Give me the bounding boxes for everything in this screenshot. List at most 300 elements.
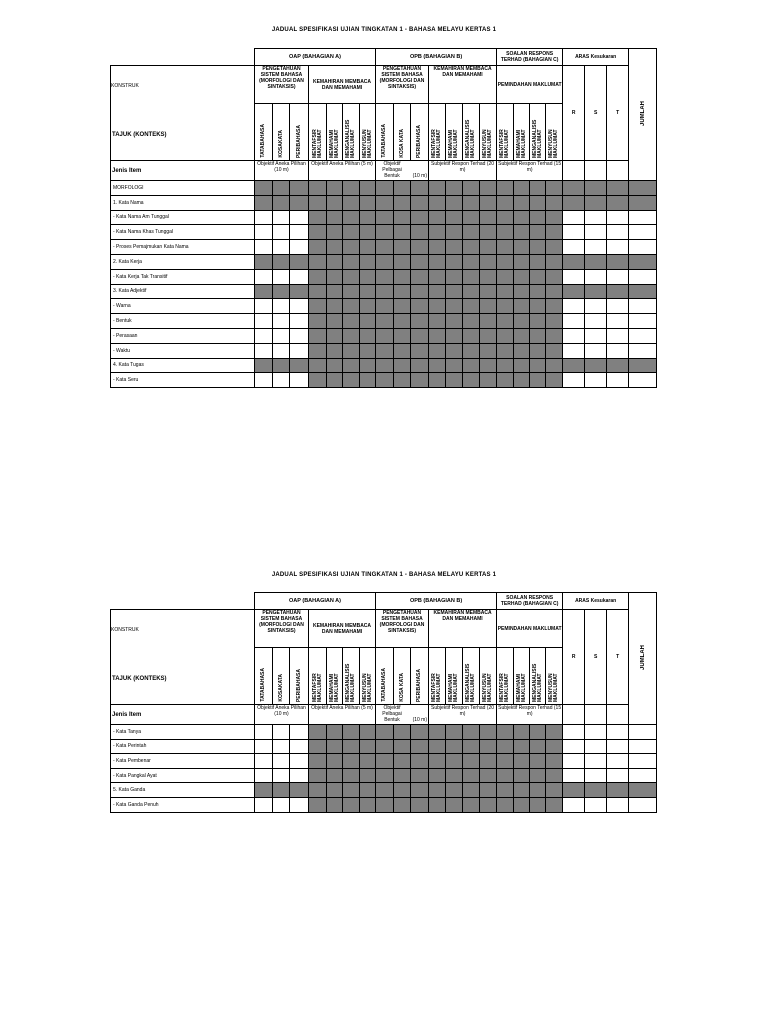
aras-header: ARAS Kesukaran	[563, 49, 629, 66]
opb-header: OPB (BAHAGIAN B)	[376, 49, 497, 66]
grid-cell	[563, 754, 585, 769]
jenis-c2: Subjektif Respon Terhad (15 m)	[497, 705, 563, 725]
table-row	[111, 210, 657, 225]
grid-cell	[273, 269, 290, 284]
grid-cell	[497, 314, 514, 329]
sub-mentafsir-b: MENTAFSIR MAKLUMAT	[429, 648, 446, 705]
grid-cell	[530, 225, 546, 240]
grid-cell	[607, 725, 629, 740]
grid-cell	[273, 739, 290, 754]
grid-cell	[376, 269, 394, 284]
grid-cell	[446, 240, 463, 255]
grid-cell	[480, 284, 497, 299]
grid-cell	[273, 254, 290, 269]
grid-cell	[463, 328, 480, 343]
grid-cell	[255, 725, 273, 740]
grid-cell	[376, 768, 394, 783]
row-label: MORFOLOGI	[111, 181, 255, 196]
grid-cell	[546, 195, 563, 210]
row-label: - Perasaan	[111, 328, 255, 343]
grid-cell	[497, 299, 514, 314]
grid-cell	[343, 739, 360, 754]
grid-cell	[394, 299, 411, 314]
grid-cell	[530, 328, 546, 343]
grid-cell	[563, 328, 585, 343]
grid-cell	[360, 195, 376, 210]
jenis-b1-left: Objektif Pelbagai Bentuk	[382, 161, 402, 179]
grid-cell	[497, 768, 514, 783]
grid-cell	[629, 328, 657, 343]
jenis-b1	[376, 161, 429, 181]
jenis-a1: Objektif Aneka Pilihan (10 m)	[255, 161, 309, 181]
grid-cell	[343, 269, 360, 284]
grid-cell	[411, 210, 429, 225]
grid-cell	[394, 210, 411, 225]
grid-cell	[343, 299, 360, 314]
row-label: 5. Kata Ganda	[111, 783, 255, 798]
sub-menyusun-b: MENYUSUN MAKLUMAT	[480, 104, 497, 161]
grid-cell	[376, 783, 394, 798]
grid-cell	[446, 725, 463, 740]
sub-memahami-b: MEMAHAMI MAKLUMAT	[446, 104, 463, 161]
grid-cell	[376, 225, 394, 240]
sub-memahami-a: MEMAHAMI MAKLUMAT	[327, 648, 343, 705]
grid-cell	[343, 195, 360, 210]
grid-cell	[290, 783, 309, 798]
grid-cell	[563, 269, 585, 284]
jenis-b1	[376, 705, 429, 725]
grid-cell	[463, 195, 480, 210]
row-label: 3. Kata Adjektif	[111, 284, 255, 299]
jumlah-header: JUMLAH	[629, 593, 657, 725]
grid-cell	[429, 754, 446, 769]
grid-cell	[446, 181, 463, 196]
grid-cell	[327, 299, 343, 314]
table-row	[111, 783, 657, 798]
grid-cell	[255, 299, 273, 314]
grid-cell	[480, 328, 497, 343]
grid-cell	[530, 254, 546, 269]
grid-cell	[480, 254, 497, 269]
grid-cell	[360, 343, 376, 358]
grid-cell	[273, 314, 290, 329]
sub-tatabahasa-b: TATABAHASA	[376, 104, 394, 161]
sub-menyusun-a: MENYUSUN MAKLUMAT	[360, 104, 376, 161]
grid-cell	[530, 343, 546, 358]
aras-header: ARAS Kesukaran	[563, 593, 629, 610]
grid-cell	[273, 328, 290, 343]
grid-cell	[563, 783, 585, 798]
grid-cell	[607, 269, 629, 284]
grid-cell	[309, 240, 327, 255]
grid-cell	[411, 768, 429, 783]
konstruk-cell	[111, 610, 255, 705]
grid-cell	[327, 358, 343, 373]
grid-cell	[411, 314, 429, 329]
grid-cell	[429, 797, 446, 812]
grid-cell	[255, 358, 273, 373]
grid-cell	[327, 181, 343, 196]
grid-cell	[290, 373, 309, 388]
grid-cell	[360, 783, 376, 798]
soalan-header: SOALAN RESPONS TERHAD (BAHAGIAN C)	[497, 49, 563, 66]
grid-cell	[563, 739, 585, 754]
grid-cell	[446, 284, 463, 299]
grid-cell	[360, 240, 376, 255]
grid-cell	[530, 240, 546, 255]
grid-cell	[514, 225, 530, 240]
grid-cell	[327, 739, 343, 754]
grid-cell	[563, 210, 585, 225]
jenis-b1-left: Objektif Pelbagai Bentuk	[382, 705, 402, 723]
sub-menyusun-c: MENYUSUN MAKLUMAT	[546, 648, 563, 705]
grid-cell	[327, 314, 343, 329]
jumlah-header: JUMLAH	[629, 49, 657, 181]
grid-cell	[530, 739, 546, 754]
grid-cell	[273, 181, 290, 196]
grid-cell	[327, 754, 343, 769]
grid-cell	[290, 210, 309, 225]
grid-cell	[309, 739, 327, 754]
grid-cell	[514, 358, 530, 373]
grid-cell	[290, 240, 309, 255]
grid-cell	[327, 254, 343, 269]
grid-cell	[585, 768, 607, 783]
grid-cell	[273, 210, 290, 225]
grid-cell	[497, 254, 514, 269]
row-label: - Kata Nama Khas Tunggal	[111, 225, 255, 240]
grid-cell	[463, 725, 480, 740]
grid-cell	[463, 754, 480, 769]
grid-cell	[376, 195, 394, 210]
jenis-c1: Subjektif Respon Terhad (20 m)	[429, 705, 497, 725]
grid-cell	[327, 797, 343, 812]
grid-cell	[563, 314, 585, 329]
table-row	[111, 269, 657, 284]
row-label: - Warna	[111, 299, 255, 314]
table-row	[111, 299, 657, 314]
grid-cell	[290, 181, 309, 196]
grid-cell	[429, 783, 446, 798]
spec-table-1	[110, 48, 657, 388]
grid-cell	[546, 797, 563, 812]
grid-cell	[629, 210, 657, 225]
grid-cell	[530, 358, 546, 373]
grid-cell	[497, 284, 514, 299]
grid-cell	[585, 181, 607, 196]
grid-cell	[411, 225, 429, 240]
grid-cell	[343, 225, 360, 240]
row-label: - Kata Ganda Penuh	[111, 797, 255, 812]
grid-cell	[446, 225, 463, 240]
grid-cell	[585, 254, 607, 269]
sub-tatabahasa-a: TATABAHASA	[255, 104, 273, 161]
grid-cell	[585, 195, 607, 210]
grid-cell	[563, 299, 585, 314]
grid-cell	[463, 783, 480, 798]
grid-cell	[360, 284, 376, 299]
sub-menganalisis-b: MENGANALISIS MAKLUMAT	[463, 104, 480, 161]
grid-cell	[480, 299, 497, 314]
page-title-2: JADUAL SPESIFIKASI UJIAN TINGKATAN 1 - BAHASA MELAYU KERTAS 1	[271, 572, 497, 578]
grid-cell	[429, 225, 446, 240]
grid-cell	[255, 210, 273, 225]
grid-cell	[309, 343, 327, 358]
sub-menyusun-a: MENYUSUN MAKLUMAT	[360, 648, 376, 705]
aras-r: R	[563, 66, 585, 161]
grid-cell	[376, 373, 394, 388]
grid-cell	[429, 269, 446, 284]
grid-cell	[411, 358, 429, 373]
grid-cell	[360, 725, 376, 740]
sub-menyusun-c: MENYUSUN MAKLUMAT	[546, 104, 563, 161]
grid-cell	[411, 725, 429, 740]
oap-header: OAP (BAHAGIAN A)	[255, 593, 376, 610]
sub-peribahasa-b: PERIBAHASA	[411, 648, 429, 705]
sub-peribahasa-a: PERIBAHASA	[290, 648, 309, 705]
grid-cell	[585, 240, 607, 255]
row-label: - Kata Pembenar	[111, 754, 255, 769]
grid-cell	[343, 373, 360, 388]
grid-cell	[446, 343, 463, 358]
grid-cell	[607, 314, 629, 329]
grid-cell	[629, 254, 657, 269]
grid-cell	[514, 254, 530, 269]
grid-cell	[360, 254, 376, 269]
grid-cell	[290, 299, 309, 314]
grid-cell	[563, 768, 585, 783]
grid-cell	[585, 328, 607, 343]
grid-cell	[411, 739, 429, 754]
grid-cell	[480, 754, 497, 769]
jenis-a2: Objektif Aneka Pilihan (5 m)	[309, 705, 376, 725]
grid-cell	[429, 210, 446, 225]
grid-cell	[629, 299, 657, 314]
grid-cell	[497, 725, 514, 740]
grid-cell	[607, 783, 629, 798]
grid-cell	[343, 754, 360, 769]
grid-cell	[629, 343, 657, 358]
grid-cell	[530, 797, 546, 812]
grid-cell	[497, 240, 514, 255]
grid-cell	[530, 269, 546, 284]
grid-cell	[629, 754, 657, 769]
grid-cell	[255, 797, 273, 812]
grid-cell	[327, 225, 343, 240]
jenis-b1-right: (10 m)	[412, 173, 428, 179]
grid-cell	[480, 797, 497, 812]
grid-cell	[360, 314, 376, 329]
grid-cell	[585, 739, 607, 754]
sub-mentafsir-a: MENTAFSIR MAKLUMAT	[309, 648, 327, 705]
grid-cell	[273, 768, 290, 783]
grid-cell	[497, 783, 514, 798]
grid-cell	[607, 768, 629, 783]
grid-cell	[255, 195, 273, 210]
grid-cell	[497, 754, 514, 769]
grid-cell	[309, 210, 327, 225]
table-row	[111, 754, 657, 769]
grid-cell	[327, 768, 343, 783]
grid-cell	[255, 768, 273, 783]
jenis-item-label: Jenis Item	[111, 705, 255, 725]
grid-cell	[446, 328, 463, 343]
grid-cell	[546, 299, 563, 314]
grid-cell	[497, 739, 514, 754]
grid-cell	[290, 358, 309, 373]
grid-cell	[497, 328, 514, 343]
grid-cell	[463, 343, 480, 358]
grid-cell	[290, 343, 309, 358]
grid-cell	[327, 783, 343, 798]
grid-cell	[607, 299, 629, 314]
grid-cell	[563, 181, 585, 196]
grid-cell	[255, 328, 273, 343]
grid-cell	[530, 181, 546, 196]
pengetahuan-a-header: PENGETAHUAN SISTEM BAHASA (MORFOLOGI DAN SINTAKSIS)	[255, 610, 309, 648]
grid-cell	[343, 314, 360, 329]
grid-cell	[607, 254, 629, 269]
grid-cell	[273, 754, 290, 769]
grid-cell	[255, 783, 273, 798]
grid-cell	[563, 797, 585, 812]
grid-cell	[607, 797, 629, 812]
grid-cell	[546, 358, 563, 373]
grid-cell	[343, 254, 360, 269]
grid-cell	[585, 797, 607, 812]
grid-cell	[629, 269, 657, 284]
grid-cell	[376, 754, 394, 769]
grid-cell	[360, 358, 376, 373]
grid-cell	[360, 797, 376, 812]
grid-cell	[446, 358, 463, 373]
sub-memahami-b: MEMAHAMI MAKLUMAT	[446, 648, 463, 705]
grid-cell	[607, 328, 629, 343]
grid-cell	[546, 210, 563, 225]
grid-cell	[546, 754, 563, 769]
aras-s: S	[585, 610, 607, 705]
row-label: 4. Kata Tugas	[111, 358, 255, 373]
grid-cell	[273, 240, 290, 255]
grid-cell	[530, 373, 546, 388]
grid-cell	[629, 373, 657, 388]
grid-cell	[429, 195, 446, 210]
spec-table-2	[110, 592, 657, 813]
grid-cell	[327, 373, 343, 388]
grid-cell	[514, 725, 530, 740]
grid-cell	[290, 725, 309, 740]
grid-cell	[514, 343, 530, 358]
grid-cell	[480, 181, 497, 196]
grid-cell	[309, 254, 327, 269]
grid-cell	[463, 254, 480, 269]
grid-cell	[607, 225, 629, 240]
grid-cell	[290, 797, 309, 812]
grid-cell	[546, 284, 563, 299]
grid-cell	[463, 797, 480, 812]
grid-cell	[429, 240, 446, 255]
grid-cell	[585, 783, 607, 798]
table-row	[111, 358, 657, 373]
grid-cell	[343, 768, 360, 783]
grid-cell	[585, 358, 607, 373]
grid-cell	[514, 739, 530, 754]
grid-cell	[411, 754, 429, 769]
grid-cell	[585, 269, 607, 284]
grid-cell	[429, 254, 446, 269]
grid-cell	[629, 195, 657, 210]
aras-r: R	[563, 610, 585, 705]
konstruk-label: KONSTRUK	[111, 627, 139, 633]
row-label: - Kata Seru	[111, 373, 255, 388]
jenis-b1-right: (10 m)	[412, 717, 428, 723]
grid-cell	[514, 783, 530, 798]
grid-cell	[394, 797, 411, 812]
sub-kosakata-a: KOSAKATA	[273, 104, 290, 161]
grid-cell	[497, 343, 514, 358]
grid-cell	[463, 358, 480, 373]
grid-cell	[629, 358, 657, 373]
grid-cell	[563, 225, 585, 240]
grid-cell	[376, 343, 394, 358]
grid-cell	[563, 254, 585, 269]
grid-cell	[360, 328, 376, 343]
grid-cell	[290, 195, 309, 210]
grid-cell	[343, 797, 360, 812]
konstruk-cell	[111, 66, 255, 161]
grid-cell	[394, 314, 411, 329]
grid-cell	[446, 754, 463, 769]
grid-cell	[273, 284, 290, 299]
grid-cell	[629, 797, 657, 812]
table-row	[111, 797, 657, 812]
grid-cell	[309, 284, 327, 299]
grid-cell	[290, 284, 309, 299]
grid-cell	[480, 358, 497, 373]
grid-cell	[327, 284, 343, 299]
grid-cell	[394, 181, 411, 196]
grid-cell	[309, 181, 327, 196]
sub-kosakata-b: KOSA KATA	[394, 648, 411, 705]
grid-cell	[497, 269, 514, 284]
grid-cell	[607, 754, 629, 769]
grid-cell	[394, 240, 411, 255]
sub-memahami-c: MEMAHAMI MAKLUMAT	[514, 104, 530, 161]
grid-cell	[290, 739, 309, 754]
grid-cell	[446, 254, 463, 269]
grid-cell	[530, 210, 546, 225]
grid-cell	[546, 739, 563, 754]
grid-cell	[411, 373, 429, 388]
grid-cell	[309, 768, 327, 783]
grid-cell	[290, 269, 309, 284]
grid-cell	[514, 195, 530, 210]
grid-cell	[629, 739, 657, 754]
opb-header: OPB (BAHAGIAN B)	[376, 593, 497, 610]
grid-cell	[429, 299, 446, 314]
grid-cell	[273, 358, 290, 373]
grid-cell	[629, 284, 657, 299]
grid-cell	[411, 783, 429, 798]
grid-cell	[429, 358, 446, 373]
grid-cell	[530, 725, 546, 740]
grid-cell	[290, 328, 309, 343]
grid-cell	[327, 343, 343, 358]
grid-cell	[497, 225, 514, 240]
grid-cell	[514, 210, 530, 225]
grid-cell	[376, 358, 394, 373]
grid-cell	[463, 210, 480, 225]
